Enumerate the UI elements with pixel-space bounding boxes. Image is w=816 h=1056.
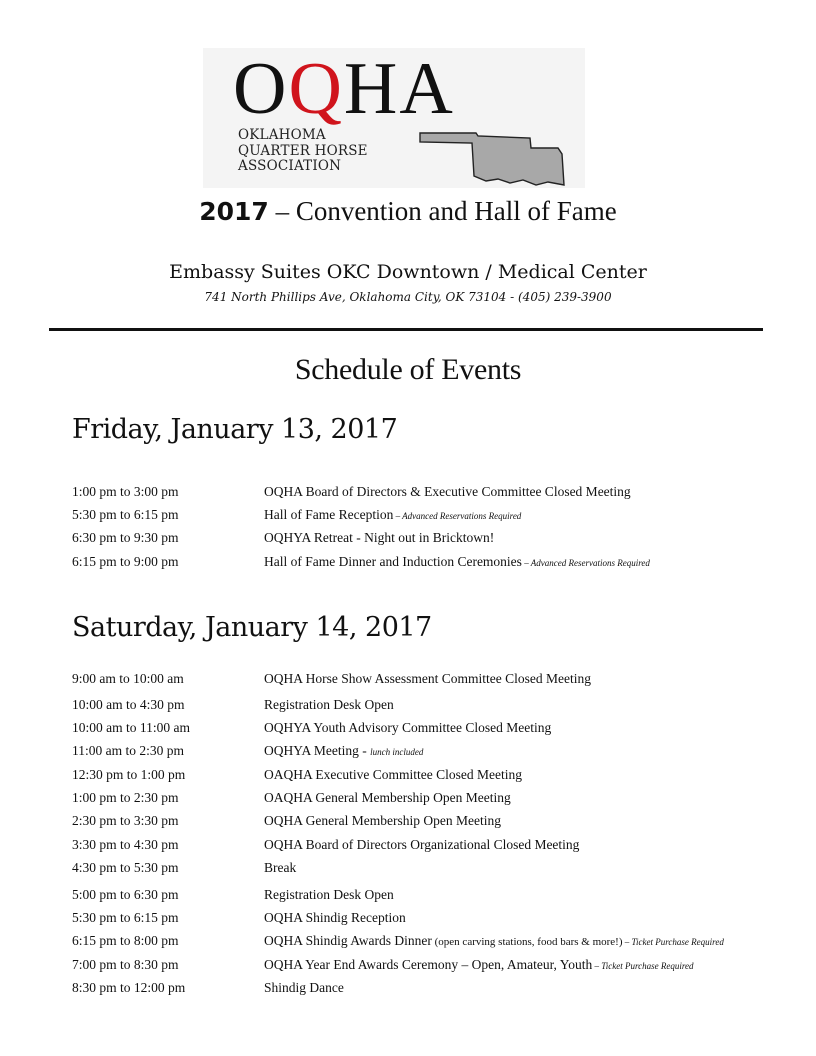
schedule-row	[72, 504, 812, 526]
oklahoma-state-icon	[418, 130, 568, 188]
schedule-row	[72, 857, 812, 879]
event-note: – Advanced Reservations Required	[393, 511, 522, 521]
event-time: 5:00 pm to 6:30 pm	[72, 887, 179, 902]
schedule-row	[72, 954, 812, 976]
event-time: 5:30 pm to 6:15 pm	[72, 910, 179, 925]
event-title: OQHA Shindig Reception	[264, 910, 406, 925]
event-title: Hall of Fame Dinner and Induction Ceremonies – Advanced Reservations Required	[264, 554, 650, 569]
event-note: lunch included	[370, 747, 424, 757]
schedule-row	[72, 907, 812, 929]
logo-letter-o: O	[233, 48, 289, 130]
page-title	[0, 193, 816, 230]
title-text: – Convention and Hall of Fame	[268, 196, 617, 226]
event-time: 9:00 am to 10:00 am	[72, 671, 184, 686]
schedule-row	[72, 810, 812, 832]
event-title: Shindig Dance	[264, 980, 344, 995]
event-title: OQHYA Youth Advisory Committee Closed Meeting	[264, 720, 552, 735]
logo-letter-q: Q	[288, 48, 344, 130]
event-title: OQHA General Membership Open Meeting	[264, 813, 501, 828]
schedule-row	[72, 977, 812, 999]
event-time: 7:00 pm to 8:30 pm	[72, 957, 179, 972]
event-time: 6:15 pm to 9:00 pm	[72, 554, 179, 569]
event-time: 12:30 pm to 1:00 pm	[72, 767, 186, 782]
schedule-row	[72, 527, 812, 549]
event-time: 8:30 pm to 12:00 pm	[72, 980, 186, 995]
schedule-row	[72, 884, 812, 906]
schedule-heading: Schedule of Events	[294, 353, 522, 386]
day-heading-friday: Friday, January 13, 2017	[72, 414, 398, 445]
venue-name: Embassy Suites OKC Downtown / Medical Center	[169, 261, 647, 283]
schedule-row	[72, 740, 812, 762]
event-time: 1:00 pm to 2:30 pm	[72, 790, 179, 805]
schedule-row	[72, 787, 812, 809]
logo-line: OKLAHOMA	[238, 127, 326, 143]
event-title: OQHYA Meeting - lunch included	[264, 743, 424, 758]
oqha-logo	[203, 48, 585, 188]
schedule-row	[72, 717, 812, 739]
event-note: – Ticket Purchase Required	[592, 961, 694, 971]
event-title: OQHA Shindig Awards Dinner (open carving stations, food bars & more!) – Ticket Purchase Required	[264, 933, 724, 948]
event-title: OQHA Year End Awards Ceremony – Open, Amateur, Youth – Ticket Purchase Required	[264, 957, 694, 972]
schedule-row	[72, 551, 812, 573]
event-title: OQHA Board of Directors & Executive Committee Closed Meeting	[264, 484, 631, 499]
schedule-row	[72, 930, 812, 952]
event-time: 2:30 pm to 3:30 pm	[72, 813, 179, 828]
logo-subtitle	[238, 128, 368, 175]
schedule-row	[72, 694, 812, 716]
event-detail: (open carving stations, food bars & more!)	[431, 936, 623, 948]
schedule-row	[72, 764, 812, 786]
event-time: 4:30 pm to 5:30 pm	[72, 860, 179, 875]
divider	[49, 328, 763, 331]
event-title: Registration Desk Open	[264, 697, 394, 712]
venue-address: 741 North Phillips Ave, Oklahoma City, OK 73104 - (405) 239-3900	[204, 290, 612, 304]
event-time: 6:30 pm to 9:30 pm	[72, 530, 179, 545]
logo-letter-a: A	[399, 48, 455, 130]
event-title: OAQHA Executive Committee Closed Meeting	[264, 767, 522, 782]
event-title: OAQHA General Membership Open Meeting	[264, 790, 511, 805]
event-time: 11:00 am to 2:30 pm	[72, 743, 184, 758]
schedule-row	[72, 668, 812, 690]
event-time: 1:00 pm to 3:00 pm	[72, 484, 179, 499]
event-title: Break	[264, 860, 297, 875]
day-heading-saturday: Saturday, January 14, 2017	[72, 612, 432, 643]
logo-letters	[233, 48, 455, 130]
event-time: 3:30 pm to 4:30 pm	[72, 837, 179, 852]
event-title: OQHA Board of Directors Organizational Closed Meeting	[264, 837, 580, 852]
logo-letter-h: H	[343, 48, 400, 130]
event-title: OQHA Horse Show Assessment Committee Closed Meeting	[264, 671, 591, 686]
schedule-row	[72, 481, 812, 503]
event-note: – Ticket Purchase Required	[622, 937, 724, 947]
event-time: 6:15 pm to 8:00 pm	[72, 933, 179, 948]
event-note: – Advanced Reservations Required	[521, 558, 650, 568]
event-title: Hall of Fame Reception – Advanced Reservations Required	[264, 507, 522, 522]
logo-line: ASSOCIATION	[238, 158, 342, 174]
schedule-row	[72, 834, 812, 856]
event-title: Registration Desk Open	[264, 887, 394, 902]
title-year: 2017	[199, 197, 269, 226]
logo-line: QUARTER HORSE	[238, 142, 368, 159]
event-title: OQHYA Retreat - Night out in Bricktown!	[264, 530, 495, 545]
event-time: 5:30 pm to 6:15 pm	[72, 507, 179, 522]
event-time: 10:00 am to 4:30 pm	[72, 697, 185, 712]
event-time: 10:00 am to 11:00 am	[72, 720, 190, 735]
